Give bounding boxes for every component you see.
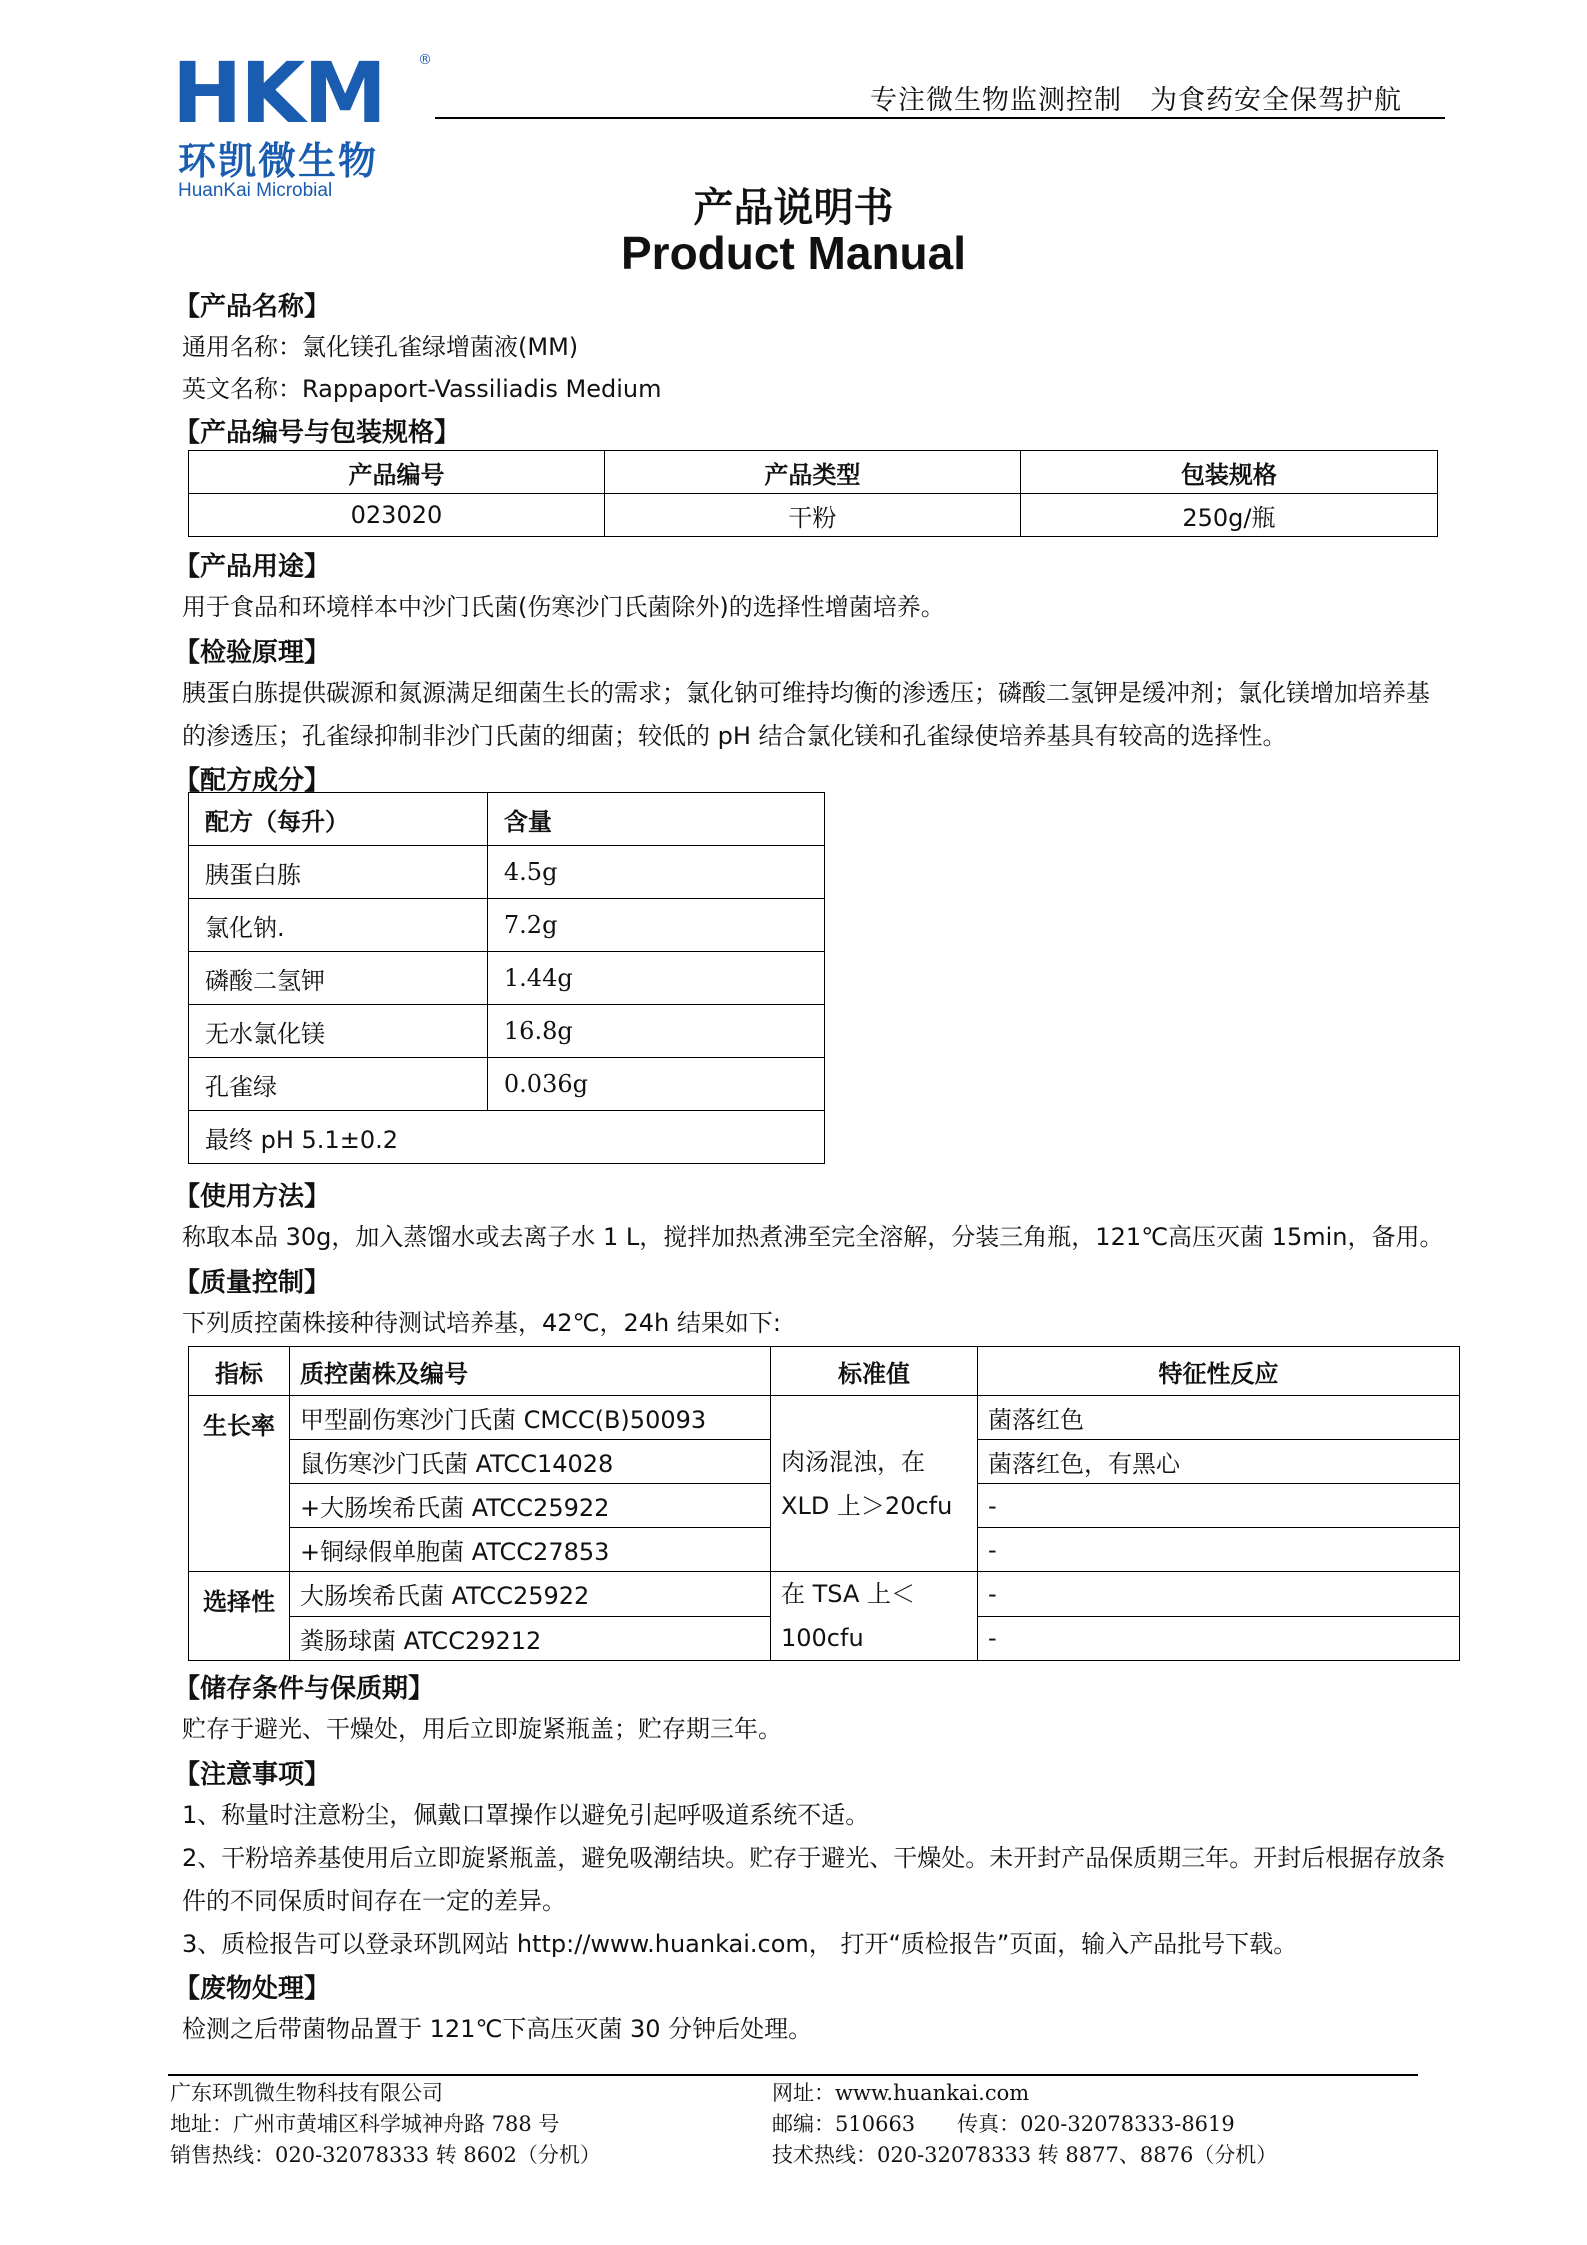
package-header-code: 产品编号 (189, 451, 605, 494)
qc-header-standard: 标准值 (771, 1347, 978, 1396)
footer-company: 广东环凯微生物科技有限公司 (170, 2081, 443, 2105)
ingredient-amount: 7.2g (487, 899, 824, 952)
formula-header-ingredient: 配方（每升） (189, 793, 488, 846)
formula-row (189, 1058, 825, 1111)
english-name: 英文名称：Rappaport-Vassiliadis Medium (182, 375, 662, 403)
note-2-line-2: 件的不同保质时间存在一定的差异。 (182, 1887, 566, 1915)
qc-table (188, 1346, 1460, 1661)
principle-line-2: 的渗透压；孔雀绿抑制非沙门氏菌的细菌；较低的 pH 结合氯化镁和孔雀绿使培养基具有较高的选择性。 (182, 722, 1287, 750)
qc-strain: +大肠埃希氏菌 ATCC25922 (290, 1484, 771, 1528)
final-ph: 最终 pH 5.1±0.2 (189, 1111, 825, 1164)
section-heading-product-name: 【产品名称】 (174, 292, 331, 322)
ingredient-name: 磷酸二氢钾 (189, 952, 488, 1005)
footer-divider (168, 2074, 1418, 2076)
title-chinese: 产品说明书 (693, 185, 894, 231)
disposal-text: 检测之后带菌物品置于 121℃下高压灭菌 30 分钟后处理。 (182, 2015, 813, 2043)
title-english: Product Manual (620, 227, 967, 279)
qc-reaction: - (978, 1484, 1460, 1528)
section-heading-principle: 【检验原理】 (174, 638, 331, 668)
qc-header-indicator: 指标 (189, 1347, 290, 1396)
qc-selectivity-standard-line-2: 100cfu (781, 1624, 864, 1652)
method-text: 称取本品 30g，加入蒸馏水或去离子水 1 L，搅拌加热煮沸至完全溶解，分装三角瓶，121℃高压灭菌 15min，备用。 (182, 1223, 1444, 1251)
formula-row (189, 1005, 825, 1058)
footer-address: 地址：广州市黄埔区科学城神舟路 788 号 (170, 2112, 560, 2136)
formula-row (189, 846, 825, 899)
section-heading-notes: 【注意事项】 (174, 1760, 331, 1790)
section-heading-disposal: 【废物处理】 (174, 1974, 331, 2004)
formula-row (189, 952, 825, 1005)
qc-growth-standard (771, 1396, 978, 1572)
ingredient-name: 孔雀绿 (189, 1058, 488, 1111)
qc-selectivity-standard-line-1: 在 TSA 上＜ (781, 1580, 916, 1608)
qc-reaction: - (978, 1572, 1460, 1617)
logo-mark: HKM (172, 44, 385, 142)
qc-strain: 大肠埃希氏菌 ATCC25922 (290, 1572, 771, 1617)
qc-strain: +铜绿假单胞菌 ATCC27853 (290, 1528, 771, 1572)
ingredient-name: 胰蛋白胨 (189, 846, 488, 899)
qc-growth-standard-line-1: 肉汤混浊，在 (781, 1447, 925, 1476)
qc-reaction: 菌落红色 (978, 1396, 1460, 1440)
package-table (188, 450, 1438, 537)
qc-reaction: - (978, 1616, 1460, 1661)
qc-header-reaction: 特征性反应 (978, 1347, 1460, 1396)
section-heading-storage: 【储存条件与保质期】 (174, 1674, 435, 1704)
qc-reaction: 菌落红色，有黑心 (978, 1440, 1460, 1484)
logo-chinese-name: 环凯微生物 (178, 139, 379, 183)
note-2-line-1: 2、干粉培养基使用后立即旋紧瓶盖，避免吸潮结块。贮存于避光、干燥处。未开封产品保质期三年。开封后根据存放条 (182, 1844, 1446, 1872)
storage-text: 贮存于避光、干燥处，用后立即旋紧瓶盖；贮存期三年。 (182, 1715, 782, 1743)
qc-header-strain: 质控菌株及编号 (290, 1347, 771, 1396)
section-heading-qc: 【质量控制】 (174, 1268, 331, 1298)
ingredient-amount: 1.44g (487, 952, 824, 1005)
qc-selectivity-standard (771, 1572, 978, 1661)
footer-sales-hotline: 销售热线：020-32078333 转 8602（分机） (170, 2143, 601, 2167)
generic-name: 通用名称：氯化镁孔雀绿增菌液(MM) (182, 333, 579, 361)
company-logo (172, 44, 432, 201)
formula-row (189, 899, 825, 952)
footer-website: 网址：www.huankai.com (772, 2081, 1030, 2105)
package-code: 023020 (189, 494, 605, 537)
section-heading-package: 【产品编号与包装规格】 (174, 418, 461, 448)
header-divider (435, 117, 1445, 119)
logo-registered-mark: ® (418, 52, 432, 68)
header-slogan: 专注微生物监测控制 为食药安全保驾护航 (870, 85, 1402, 116)
ingredient-name: 氯化钠. (189, 899, 488, 952)
qc-strain: 甲型副伤寒沙门氏菌 CMCC(B)50093 (290, 1396, 771, 1440)
package-type: 干粉 (604, 494, 1020, 537)
package-header-spec: 包装规格 (1020, 451, 1437, 494)
package-header-type: 产品类型 (604, 451, 1020, 494)
formula-table (188, 792, 825, 1164)
qc-growth-label: 生长率 (189, 1396, 290, 1572)
qc-intro: 下列质控菌株接种待测试培养基，42℃，24h 结果如下: (182, 1309, 781, 1337)
section-heading-formula: 【配方成分】 (174, 766, 331, 796)
footer-tech-hotline: 技术热线：020-32078333 转 8877、8876（分机） (772, 2143, 1278, 2167)
package-spec: 250g/瓶 (1020, 494, 1437, 537)
formula-header-amount: 含量 (487, 793, 824, 846)
footer-postcode-fax: 邮编：510663 传真：020-32078333-8619 (772, 2112, 1235, 2136)
section-heading-usage: 【产品用途】 (174, 552, 331, 582)
ingredient-amount: 4.5g (487, 846, 824, 899)
ingredient-name: 无水氯化镁 (189, 1005, 488, 1058)
qc-growth-standard-line-2: XLD 上＞20cfu (781, 1491, 953, 1520)
note-3: 3、质检报告可以登录环凯网站 http://www.huankai.com， 打开“质检报告”页面，输入产品批号下载。 (182, 1930, 1298, 1958)
qc-strain: 鼠伤寒沙门氏菌 ATCC14028 (290, 1440, 771, 1484)
qc-reaction: - (978, 1528, 1460, 1572)
ingredient-amount: 0.036g (487, 1058, 824, 1111)
section-heading-method: 【使用方法】 (174, 1182, 331, 1212)
logo-english-name: HuanKai Microbial (178, 180, 333, 201)
qc-selectivity-label: 选择性 (189, 1572, 290, 1661)
qc-strain: 粪肠球菌 ATCC29212 (290, 1616, 771, 1661)
principle-line-1: 胰蛋白胨提供碳源和氮源满足细菌生长的需求；氯化钠可维持均衡的渗透压；磷酸二氢钾是缓冲剂；氯化镁增加培养基 (182, 679, 1430, 707)
ingredient-amount: 16.8g (487, 1005, 824, 1058)
usage-text: 用于食品和环境样本中沙门氏菌(伤寒沙门氏菌除外)的选择性增菌培养。 (182, 593, 945, 621)
note-1: 1、称量时注意粉尘，佩戴口罩操作以避免引起呼吸道系统不适。 (182, 1801, 870, 1829)
